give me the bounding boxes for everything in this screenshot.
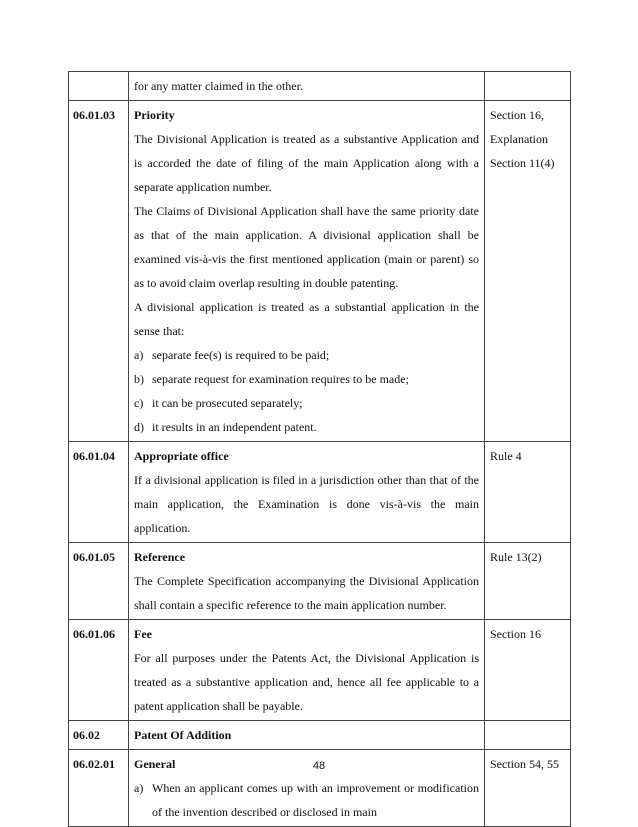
reference-cell (485, 442, 571, 543)
provisions-table-body (69, 72, 571, 827)
list-item-text: When an applicant comes up with an improvement or modification of the invention described or disclosed in main (152, 781, 479, 819)
code-cell (69, 72, 129, 101)
legal-reference: Section 11(4) (490, 156, 555, 170)
body-paragraph: The Claims of Divisional Application shall have the same priority date as that of the main application. A divisional application shall be examined vis-à-vis the first mentioned application (main or parent) so as to avoid claim overlap resulting in double patenting. (134, 204, 479, 290)
reference-cell (485, 101, 571, 442)
section-code: 06.02 (69, 721, 129, 750)
section-heading: General (134, 757, 176, 771)
page-number: 48 (312, 760, 326, 772)
list-marker: a) (134, 781, 144, 795)
list-marker: a) (134, 348, 144, 362)
content-cell (129, 543, 485, 620)
continuation-text: for any matter claimed in the other. (134, 79, 303, 93)
list-item (134, 415, 479, 439)
table-row (69, 543, 571, 620)
body-paragraph: For all purposes under the Patents Act, the Divisional Application is treated as a substantive application and, hence all fee applicable to a patent application shall be payable. (134, 651, 479, 713)
content-cell (129, 442, 485, 543)
legal-reference: Section 16, (490, 108, 544, 122)
body-paragraph: The Complete Specification accompanying the Divisional Application shall contain a specific reference to the main application number. (134, 574, 479, 612)
table-row (69, 442, 571, 543)
content-cell (129, 101, 485, 442)
content-cell (129, 721, 485, 750)
content-cell (129, 72, 485, 101)
table-row (69, 620, 571, 721)
reference-cell (485, 543, 571, 620)
table-row (69, 72, 571, 101)
body-paragraph: The Divisional Application is treated as a substantive Application and is accorded the date of filing of the main Application along with a separate application number. (134, 132, 479, 194)
list-item (134, 776, 479, 824)
reference-cell (485, 620, 571, 721)
legal-reference: Rule 13(2) (490, 550, 542, 564)
legal-reference: Section 54, 55 (490, 757, 559, 771)
list-item (134, 391, 479, 415)
list-marker: b) (134, 372, 144, 386)
table-row (69, 721, 571, 750)
section-code: 06.01.03 (69, 101, 129, 442)
list-item (134, 367, 479, 391)
list-marker: c) (134, 396, 144, 410)
body-paragraph: If a divisional application is filed in a jurisdiction other than that of the main application, the Examination is done vis-à-vis the main application. (134, 473, 479, 535)
content-cell (129, 620, 485, 721)
list-item (134, 343, 479, 367)
list-item-text: separate fee(s) is required to be paid; (152, 348, 330, 362)
list-item-text: it can be prosecuted separately; (152, 396, 303, 410)
section-heading: Fee (134, 627, 152, 641)
legal-reference: Rule 4 (490, 449, 522, 463)
reference-cell (485, 72, 571, 101)
table-row (69, 101, 571, 442)
section-heading: Reference (134, 550, 186, 564)
section-code: 06.01.06 (69, 620, 129, 721)
legal-reference: Explanation (490, 132, 548, 146)
section-heading: Priority (134, 108, 175, 122)
list-marker: d) (134, 420, 144, 434)
provisions-table (68, 71, 571, 827)
section-code: 06.01.05 (69, 543, 129, 620)
section-code: 06.02.01 (69, 750, 129, 827)
section-heading: Appropriate office (134, 449, 229, 463)
section-code: 06.01.04 (69, 442, 129, 543)
section-heading: Patent Of Addition (134, 728, 232, 742)
body-paragraph: A divisional application is treated as a substantial application in the sense that: (134, 300, 479, 338)
reference-cell (485, 721, 571, 750)
list-item-text: it results in an independent patent. (152, 420, 317, 434)
legal-reference: Section 16 (490, 627, 541, 641)
list-item-text: separate request for examination requires to be made; (152, 372, 409, 386)
